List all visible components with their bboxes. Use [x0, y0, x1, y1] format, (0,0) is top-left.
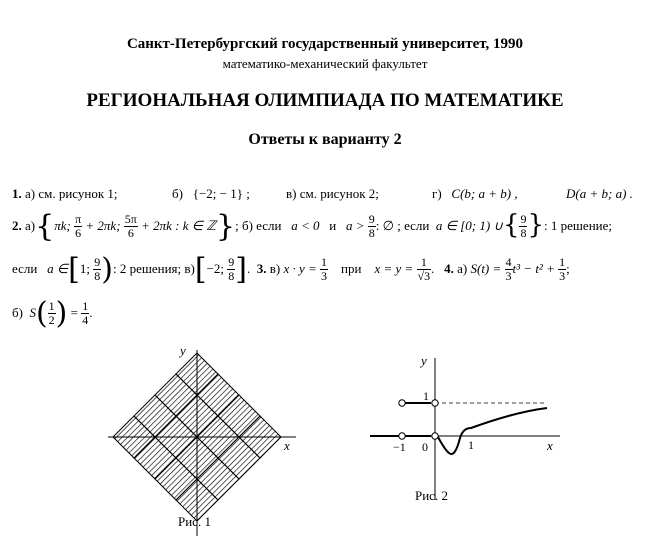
answer-text: и: [329, 218, 337, 233]
open-point: [432, 433, 438, 439]
answer-label: б): [12, 305, 23, 320]
fraction: [505, 256, 513, 282]
tick-label-zero: 0: [422, 440, 428, 454]
numerator: 9: [368, 211, 375, 226]
numerator: 1: [321, 254, 328, 269]
fraction: [417, 254, 435, 283]
right-brace: }: [527, 210, 545, 241]
tick-label-x1: 1: [468, 438, 474, 452]
figure-caption: Рис. 1: [178, 514, 211, 529]
equation: t³ − t² +: [512, 261, 555, 276]
numerator: π: [75, 211, 82, 226]
answer-1: [12, 186, 118, 202]
denominator: 8: [228, 268, 235, 283]
problem-number: 4.: [444, 261, 454, 276]
left-brace: {: [502, 210, 520, 241]
equation: x · y =: [283, 261, 317, 276]
point-c: C(b; a + b) ,: [451, 186, 518, 201]
answer-1a: а) см. рисунок 1;: [25, 186, 118, 201]
fraction: [81, 300, 89, 326]
faculty-title: математико-механический факультет: [222, 56, 428, 71]
variant-title: Ответы к варианту 2: [248, 131, 402, 148]
answer-text: .: [431, 261, 435, 276]
right-bracket: ]: [235, 251, 247, 287]
fraction: [368, 213, 376, 239]
x-axis-label: x: [547, 438, 553, 453]
figure-2: [365, 350, 565, 510]
answer-2-line2: [12, 251, 570, 287]
numerator: 1: [48, 298, 55, 313]
answer-text: : ∅ ; если: [375, 218, 430, 233]
denominator: 8: [520, 225, 527, 240]
problem-number: 2.: [12, 218, 22, 233]
answer-label: в): [184, 261, 195, 276]
answer-label: в): [269, 261, 281, 276]
answer-value: {−2; − 1} ;: [192, 186, 250, 201]
open-point: [399, 433, 405, 439]
fraction: [48, 300, 56, 326]
right-paren: ): [55, 295, 68, 331]
condition: a < 0: [291, 218, 320, 233]
denominator: √3: [417, 268, 431, 283]
problem-number: 1.: [12, 186, 22, 201]
fraction: [124, 213, 138, 239]
numerator: 4: [505, 254, 512, 269]
fraction: [519, 213, 527, 239]
set-term: πk;: [54, 218, 71, 233]
answer-text: если: [12, 261, 38, 276]
answer-2-line1: [12, 209, 612, 243]
equation: x = y =: [374, 261, 414, 276]
denominator: 3: [559, 268, 566, 283]
figure-caption: Рис. 2: [415, 488, 448, 503]
fraction: [558, 256, 566, 282]
right-brace: }: [216, 208, 236, 244]
denominator: 2: [48, 312, 55, 327]
olympiad-title: РЕГИОНАЛЬНАЯ ОЛИМПИАДА ПО МАТЕМАТИКЕ: [86, 90, 564, 111]
answer-label: а): [457, 261, 468, 276]
numerator: 5π: [124, 211, 137, 226]
figure-1: [100, 340, 300, 540]
denominator: 6: [127, 225, 134, 240]
condition: a ∈ [0; 1) ∪: [435, 218, 503, 233]
numerator: 9: [520, 211, 527, 226]
graph-curve: [438, 408, 547, 454]
set-condition: + 2πk : k ∈ ℤ: [141, 218, 217, 233]
hatched-region: [113, 353, 281, 521]
answer-text: =: [70, 305, 78, 320]
open-point: [432, 400, 438, 406]
interval-start: −2;: [206, 261, 225, 276]
numerator: 9: [228, 254, 235, 269]
fraction: [227, 256, 235, 282]
condition: a ∈: [47, 261, 69, 276]
fraction: [93, 256, 101, 282]
denominator: 8: [94, 268, 101, 283]
answer-text: при: [341, 261, 362, 276]
fraction: [74, 213, 82, 239]
equation: S(t) =: [470, 261, 502, 276]
y-axis-label: y: [421, 353, 427, 368]
set-term: + 2πk;: [85, 218, 121, 233]
answer-1c: в) см. рисунок 2;: [286, 186, 379, 201]
left-brace: {: [35, 208, 55, 244]
answer-text: ; б) если: [235, 218, 282, 233]
answer-text: .: [246, 261, 251, 276]
university-title: Санкт-Петербургский государственный университет, 1990: [126, 36, 524, 52]
answer-text: .: [89, 305, 93, 320]
denominator: 3: [321, 268, 328, 283]
answer-1d-point: [566, 186, 633, 202]
problem-number: 3.: [256, 261, 267, 276]
answer-4b: [12, 295, 92, 331]
answer-text: : 2 решения;: [112, 261, 182, 276]
numerator: 1: [82, 298, 89, 313]
denominator: 4: [82, 312, 89, 327]
answer-label: г): [432, 186, 442, 201]
answer-label: а): [25, 218, 36, 233]
denominator: 3: [505, 268, 512, 283]
numerator: 1: [559, 254, 566, 269]
y-axis-label: y: [180, 343, 186, 358]
denominator: 8: [368, 225, 375, 240]
function-name: S: [29, 305, 36, 320]
numerator: 9: [94, 254, 101, 269]
left-paren: (: [35, 295, 48, 331]
point-d: D(a + b; a) .: [566, 186, 633, 201]
open-point: [399, 400, 405, 406]
answer-1b: [172, 186, 250, 202]
left-bracket: [: [194, 251, 207, 287]
answer-text: ;: [566, 261, 570, 276]
denominator: 6: [75, 225, 82, 240]
answer-1d: [432, 186, 518, 202]
tick-label-minus1: −1: [393, 440, 406, 454]
condition: a >: [345, 218, 365, 233]
answer-label: б): [172, 186, 183, 201]
interval-start: 1;: [79, 261, 90, 276]
tick-label-y1: 1: [423, 389, 429, 403]
x-axis-label: x: [284, 438, 290, 453]
right-paren: ): [101, 251, 113, 287]
answer-text: : 1 решение;: [544, 218, 612, 233]
numerator: 1: [417, 256, 432, 270]
left-bracket: [: [68, 251, 80, 287]
fraction: [320, 256, 328, 282]
